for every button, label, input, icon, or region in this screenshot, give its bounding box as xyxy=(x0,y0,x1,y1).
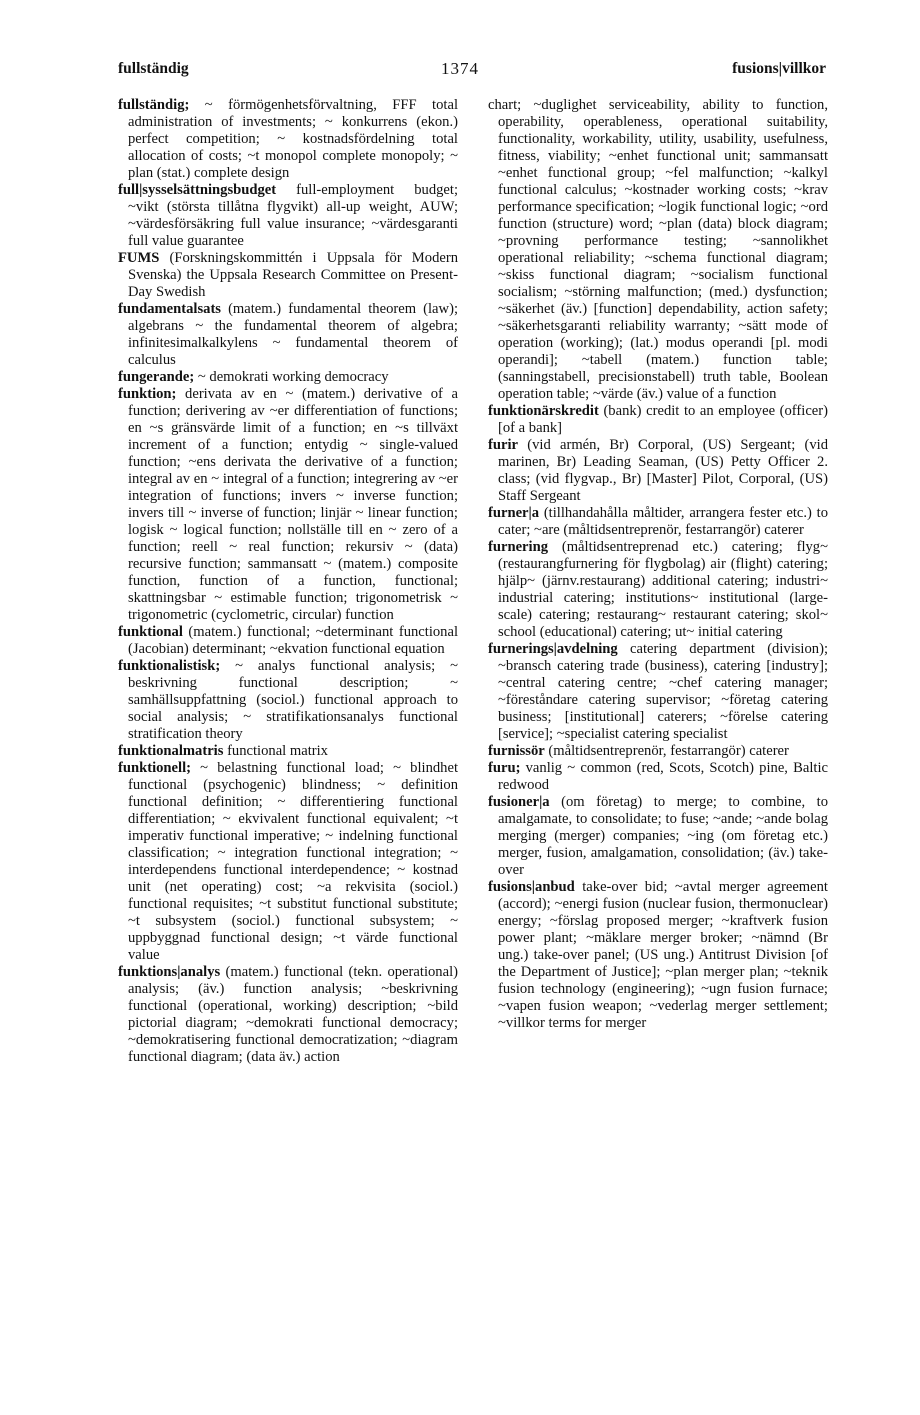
dictionary-entry xyxy=(488,760,828,794)
entry-definition: vanlig ~ common (red, Scots, Scotch) pine, Baltic redwood xyxy=(498,760,828,793)
entry-definition: (måltidsentreprenad etc.) catering; flyg~ (restaurangfurnering för flygbolag) air (flight) catering; hjälp~ (järnv.restaurang) additional catering; industri~ industrial catering; institutions~ institutional (large-scale) catering; restaurang~ restaurant catering; skol~ school (educational) catering; ut~ initial catering xyxy=(498,539,828,640)
entry-definition: (matem.) fundamental theorem (law); algebrans ~ the fundamental theorem of algebra; infinitesimalkalkylens ~ fundamental theorem of calculus xyxy=(128,301,458,368)
entry-definition: (matem.) functional; ~determinant functional (Jacobian) determinant; ~ekvation functional equation xyxy=(128,624,458,657)
dictionary-entry xyxy=(118,743,458,760)
right-column xyxy=(488,97,828,1032)
entry-definition: (matem.) functional (tekn. operational) analysis; (äv.) function analysis; ~beskrivning functional (operational, working) description; ~bild pictorial diagram; ~demokrati functional democracy; ~demokratisering functional democratization; ~diagram functional diagram; (data äv.) action xyxy=(128,964,458,1065)
entry-headword: furner|a xyxy=(488,505,540,521)
dictionary-entry xyxy=(118,97,458,182)
dictionary-entry xyxy=(488,794,828,879)
right-guide-word: fusions|villkor xyxy=(732,60,826,77)
dictionary-entry xyxy=(118,658,458,743)
entry-headword: furnering xyxy=(488,539,548,555)
entry-definition: take-over bid; ~avtal merger agreement (accord); ~energi fusion (nuclear fusion, thermonuclear) energy; ~förslag proposed merger; ~kraftverk fusion power plant; ~mäklare merger broker; ~nämnd (Br ung.) take-over panel; (US ung.) Antitrust Division [of the Department of Justice]; ~plan merger plan; ~teknik fusion technology (engineering); ~ugn fusion furnace; ~vapen fusion weapon; ~vederlag merger settlement; ~villkor terms for merger xyxy=(498,879,828,1031)
dictionary-entry xyxy=(118,250,458,301)
entry-definition: ~ analys functional analysis; ~ beskrivning functional description; ~ samhällsuppfattning (sociol.) functional approach to social analysis; ~ stratifikationsanalys functional stratification theory xyxy=(128,658,458,742)
entry-definition: chart; ~duglighet serviceability, ability to function, operability, operableness, operational suitability, functionality, workability, utility, usability, usefulness, fitness, viability; ~enhet functional unit; sammansatt ~enhet functional group; ~fel malfunction; ~kalkyl functional calculus; ~kostnader working costs; ~krav performance specification; ~logik functional logic; ~ord function (structure) word; ~plan (data) block diagram; ~provning performance testing; ~sannolikhet operational reliability; ~schema functional diagram; ~skiss functional diagram; ~socialism functional socialism; ~störning malfunction; (med.) dysfunction; ~säkerhet (äv.) [function] dependability, action safety; ~säkerhetsgaranti reliability warranty; ~sätt mode of operation (working); (lat.) modus operandi [pl. modi operandi]; ~tabell (matem.) function table; (sanningstabell, precisionstabell) truth table, Boolean operation table; ~värde (äv.) value of a function xyxy=(488,97,828,402)
dictionary-entry xyxy=(488,743,828,760)
entry-definition: (bank) credit to an employee (officer) [of a bank] xyxy=(498,403,828,436)
dictionary-entry xyxy=(488,641,828,743)
entry-headword: funktionalistisk; xyxy=(118,658,221,674)
entry-definition: (vid armén, Br) Corporal, (US) Sergeant; (vid marinen, Br) Leading Seaman, (US) Petty Officer 2. class; (vid flygvap., Br) [Master] Pilot, Corporal, (US) Staff Sergeant xyxy=(498,437,828,504)
entry-headword: funktions|analys xyxy=(118,964,221,980)
dictionary-entry xyxy=(488,879,828,1032)
dictionary-entry xyxy=(488,403,828,437)
entry-headword: fusioner|a xyxy=(488,794,550,810)
dictionary-entry xyxy=(118,301,458,369)
dictionary-entry xyxy=(118,964,458,1066)
dictionary-entry xyxy=(118,760,458,964)
entry-headword: fungerande; xyxy=(118,369,195,385)
dictionary-entry xyxy=(118,386,458,624)
entry-definition: (om företag) to merge; to combine, to amalgamate, to consolidate; to fuse; ~ande; ~ande bolag merging (merger) companies; ~ing (om företag etc.) merger, fusion, amalgamation, consolidation; (äv.) take-over xyxy=(498,794,828,878)
entry-headword: funktionärskredit xyxy=(488,403,599,419)
entry-headword: funktional xyxy=(118,624,183,640)
dictionary-entry xyxy=(488,505,828,539)
entry-definition: (tillhandahålla måltider, arrangera fester etc.) to cater; ~are (måltidsentreprenör, festarrangör) caterer xyxy=(498,505,828,538)
dictionary-entry xyxy=(488,539,828,641)
entry-headword: fundamentalsats xyxy=(118,301,221,317)
entry-definition: ~ demokrati working democracy xyxy=(194,369,389,385)
entry-headword: furu; xyxy=(488,760,521,776)
dictionary-entry xyxy=(118,624,458,658)
left-column xyxy=(118,97,458,1066)
entry-headword: funktionalmatris xyxy=(118,743,224,759)
entry-headword: furnerings|avdelning xyxy=(488,641,618,657)
entry-headword: funktion; xyxy=(118,386,177,402)
dictionary-entry xyxy=(488,97,828,403)
entry-headword: fusions|anbud xyxy=(488,879,575,895)
entry-headword: furnissör xyxy=(488,743,545,759)
entry-definition: ~ förmögenhetsförvaltning, FFF total administration of investments; ~ konkurrens (ekon.) perfect competition; ~ kostnadsfördelning total allocation of costs; ~t monopol complete monopoly; ~ plan (stat.) complete design xyxy=(128,97,458,181)
entry-definition: full-employment budget; ~vikt (största tillåtna flygvikt) all-up weight, AUW; ~värdesförsäkring full value insurance; ~värdesgaranti full value guarantee xyxy=(128,182,458,249)
dictionary-entry xyxy=(118,182,458,250)
entry-definition: derivata av en ~ (matem.) derivative of a function; derivering av ~er differentiation of functions; en ~s gränsvärde limit of a function; en ~s tillväxt increment of a function; entydig ~ single-valued function; ~ens derivata the derivative of a function; integral av en ~ integral of a function; integrering av ~er integration of functions; invers ~ inverse function; invers till ~ inverse of function; linjär ~ linear function; logisk ~ logical function; nollställe till en ~ zero of a function; reell ~ real function; rekursiv ~ (data) recursive function; sammansatt ~ (matem.) composite function, function of a function, functional; skattningsbar ~ estimable function; trigonometrisk ~ trigonometric (cyclometric, circular) function xyxy=(128,386,458,623)
entry-definition: ~ belastning functional load; ~ blindhet functional (psychogenic) blindness; ~ definition functional definition; ~ differentiering functional differentiation; ~ ekvivalent functional equivalent; ~t imperativ functional imperative; ~ indelning functional classification; ~ integration functional integration; ~ interdependens functional interdependence; ~ kostnad unit (net operating) cost; ~a rekvisita (sociol.) functional requisites; ~t substitut functional substitute; ~t subsystem (sociol.) functional subsystem; ~ uppbyggnad functional design; ~t värde functional value xyxy=(128,760,458,963)
entry-headword: fullständig; xyxy=(118,97,190,113)
entry-headword: full|sysselsättningsbudget xyxy=(118,182,277,198)
entry-definition: (Forskningskommittén i Uppsala för Modern Svenska) the Uppsala Research Committee on Present-Day Swedish xyxy=(128,250,458,300)
entry-headword: FUMS xyxy=(118,250,160,266)
entry-headword: funktionell; xyxy=(118,760,191,776)
dictionary-entry xyxy=(488,437,828,505)
dictionary-entry xyxy=(118,369,458,386)
entry-definition: catering department (division); ~bransch catering trade (business), catering [industry]; ~central catering centre; ~chef catering manager; ~föreståndare catering supervisor; ~företag catering business; [institutional] caterers; ~förelse catering [service]; ~specialist catering specialist xyxy=(498,641,828,742)
entry-definition: (måltidsentreprenör, festarrangör) caterer xyxy=(544,743,789,759)
entry-definition: functional matrix xyxy=(223,743,328,759)
page-number: 1374 xyxy=(441,59,479,78)
entry-headword: furir xyxy=(488,437,518,453)
left-guide-word: fullständig xyxy=(118,60,189,77)
